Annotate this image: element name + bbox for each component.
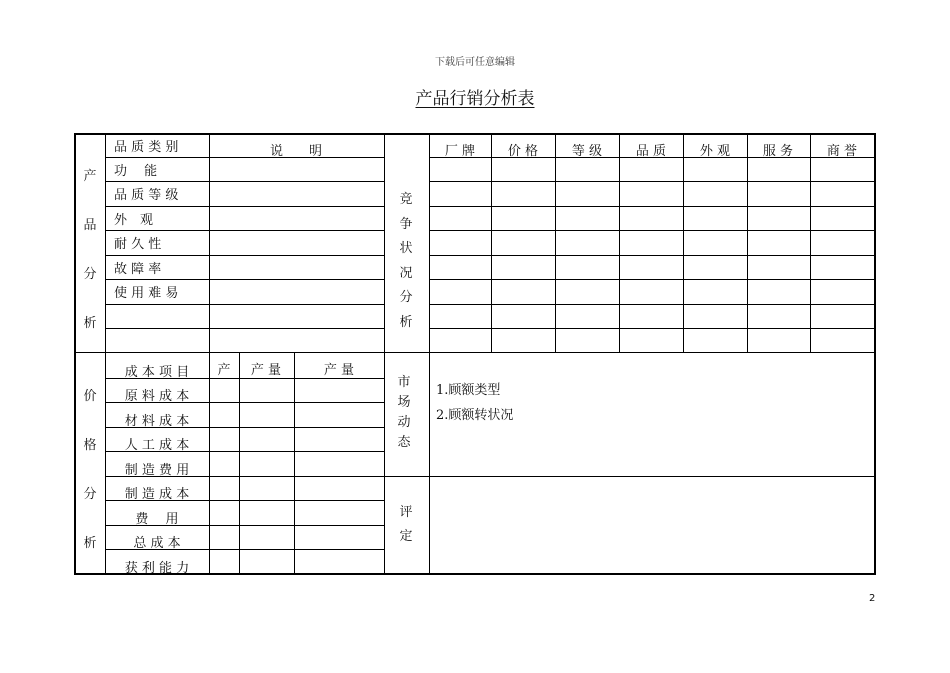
competition-side-label-5: 分 — [399, 290, 413, 305]
grid-line — [429, 279, 875, 280]
cost-row-label: 获 利 能 力 — [124, 561, 190, 576]
grid-line — [105, 304, 384, 305]
grid-line — [239, 353, 240, 574]
header-description: 说 明 — [269, 144, 323, 159]
header-col-3: 产 量 — [323, 363, 355, 378]
page-number: 2 — [869, 593, 876, 604]
product-side-label-2: 品 — [83, 218, 97, 233]
competition-side-label-2: 争 — [399, 217, 413, 232]
market-item: 1.顾额类型 — [436, 383, 501, 398]
market-label-4: 态 — [397, 435, 411, 450]
cost-row-label: 人 工 成 本 — [124, 438, 190, 453]
title-text: 产品行销分析表 — [415, 89, 535, 109]
grid-line — [209, 134, 210, 353]
cost-row-label: 制 造 费 用 — [124, 463, 190, 478]
product-row-label: 故 障 率 — [114, 262, 162, 277]
grid-line — [491, 134, 492, 353]
grid-line — [810, 134, 811, 353]
grid-line — [429, 304, 875, 305]
market-label-2: 场 — [397, 395, 411, 410]
grid-line — [105, 157, 384, 158]
grid-line — [105, 230, 384, 231]
product-side-label-3: 分 — [83, 267, 97, 282]
grid-line — [683, 134, 684, 353]
header-grade: 等 级 — [571, 144, 603, 159]
price-side-label-3: 分 — [83, 487, 97, 502]
grid-line — [429, 206, 875, 207]
grid-line — [105, 328, 384, 329]
grid-line — [105, 206, 384, 207]
grid-line — [429, 255, 875, 256]
grid-line — [384, 134, 385, 574]
market-label-1: 市 — [397, 375, 411, 390]
grid-line — [429, 181, 875, 182]
header-price: 价 格 — [507, 144, 539, 159]
competition-side-label-3: 状 — [399, 241, 413, 256]
grid-line — [747, 134, 748, 353]
header-cost-item: 成 本 项 目 — [124, 365, 190, 380]
cost-row-label: 材 料 成 本 — [124, 414, 190, 429]
product-row-label: 品 质 等 级 — [114, 188, 179, 203]
price-side-label-4: 析 — [83, 536, 97, 551]
cost-row-label: 总 成 本 — [133, 536, 181, 551]
page-title — [0, 84, 950, 109]
header-service: 服 务 — [762, 144, 794, 159]
product-row-label: 功 能 — [114, 164, 158, 179]
grid-line — [429, 134, 430, 574]
grid-line — [209, 353, 210, 574]
price-side-label-2: 格 — [83, 438, 97, 453]
grid-line — [384, 476, 875, 477]
header-quality: 品 质 — [635, 144, 667, 159]
product-side-label-1: 产 — [83, 169, 97, 184]
header-col-2: 产 量 — [250, 363, 282, 378]
product-row-label: 外 观 — [114, 213, 154, 228]
cost-row-label: 原 料 成 本 — [124, 389, 190, 404]
product-side-label-4: 析 — [83, 316, 97, 331]
grid-line — [619, 134, 620, 353]
cost-row-label: 制 造 成 本 — [124, 487, 190, 502]
market-label-3: 动 — [397, 415, 411, 430]
product-row-label: 使 用 难 易 — [114, 286, 179, 301]
competition-side-label-6: 析 — [399, 315, 413, 330]
product-row-label: 耐 久 性 — [114, 237, 162, 252]
competition-side-label-1: 竞 — [399, 192, 413, 207]
grid-line — [294, 353, 295, 574]
header-brand: 厂 牌 — [444, 144, 476, 159]
grid-line — [105, 279, 384, 280]
grid-line — [429, 328, 875, 329]
grid-line — [105, 134, 106, 353]
grid-line — [429, 230, 875, 231]
grid-line — [105, 255, 384, 256]
price-side-label-1: 价 — [83, 389, 97, 404]
header-col-1: 产 — [217, 363, 231, 378]
evaluation-label-2: 定 — [399, 529, 413, 544]
header-appearance: 外 观 — [699, 144, 731, 159]
grid-line — [105, 181, 384, 182]
market-item: 2.顾额转状况 — [436, 408, 514, 423]
grid-line — [105, 353, 106, 574]
header-reputation: 商 誉 — [826, 144, 858, 159]
competition-side-label-4: 况 — [399, 266, 413, 281]
analysis-table-frame — [74, 133, 876, 575]
header-quality-category: 品 质 类 别 — [114, 140, 179, 155]
evaluation-label-1: 评 — [399, 505, 413, 520]
grid-line — [555, 134, 556, 353]
cost-row-label: 费 用 — [135, 512, 179, 527]
header-note: 下载后可任意编辑 — [435, 57, 515, 68]
section-divider — [75, 352, 875, 353]
